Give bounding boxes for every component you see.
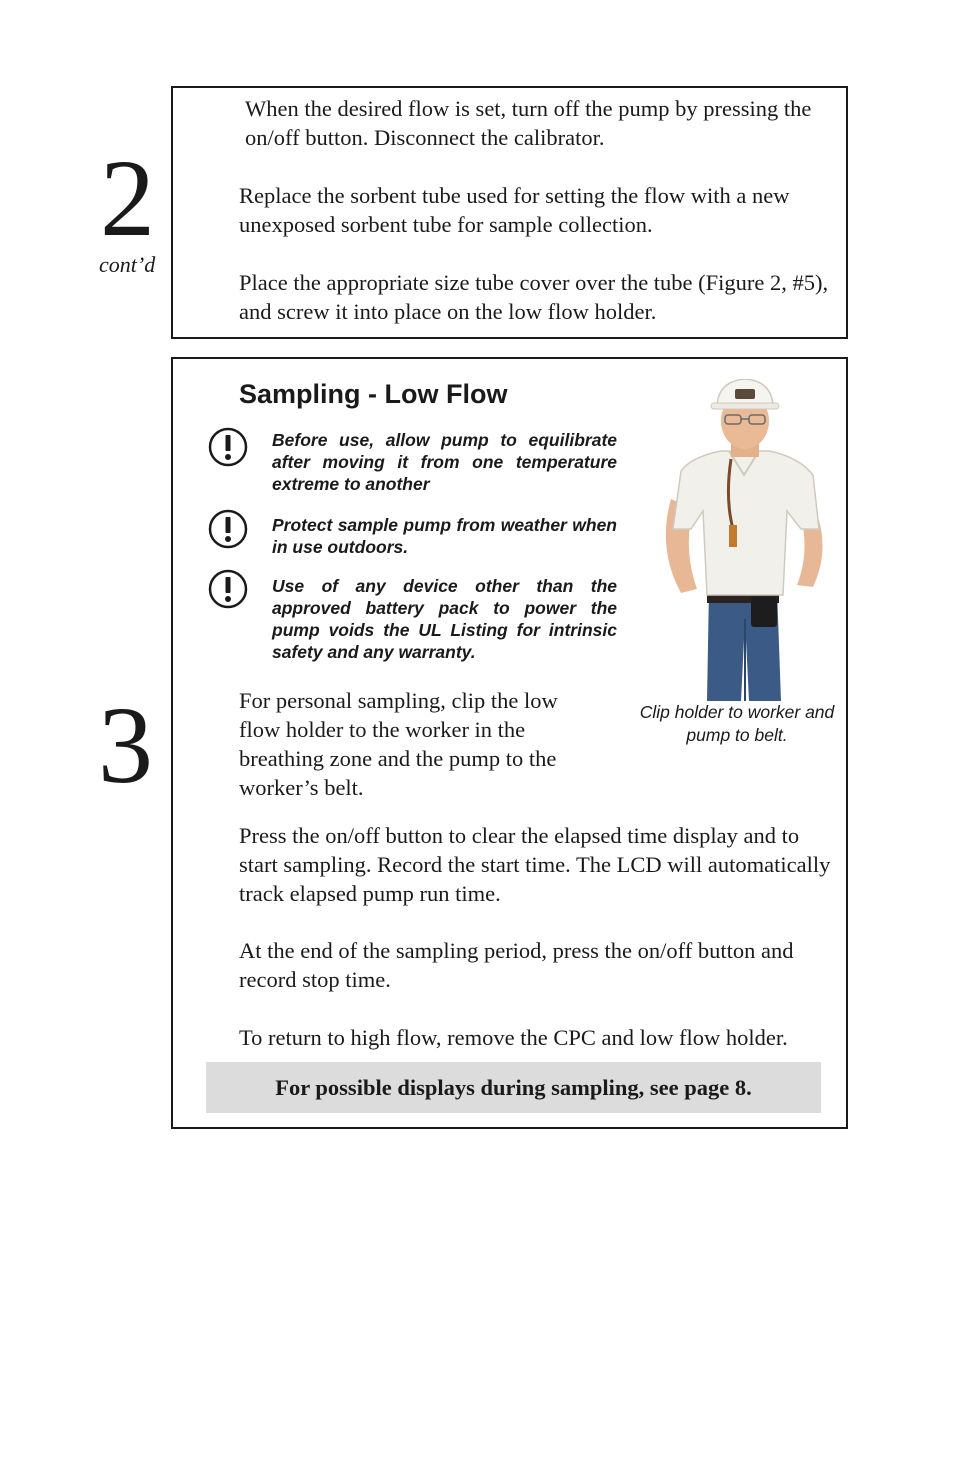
step-2-continued-label: cont’d <box>99 252 156 277</box>
warning-icon <box>208 427 248 467</box>
warning-text-2: Protect sample pump from weather when in use outdoors. <box>272 515 617 557</box>
warning-text-1: Before use, allow pump to equilibrate after moving it from one temperature extreme to another <box>272 430 617 494</box>
warning-icon <box>208 569 248 609</box>
step-3-paragraph-3: At the end of the sampling period, press the on/off button and record stop time. <box>239 938 794 992</box>
photo-caption: Clip holder to worker and pump to belt. <box>639 702 835 745</box>
warning-icon <box>208 509 248 549</box>
step-2-paragraph-3: Place the appropriate size tube cover over the tube (Figure 2, #5), and screw it into place on the low flow holder. <box>239 270 829 324</box>
step-2-paragraph-1: When the desired flow is set, turn off the pump by pressing the on/off button. Disconnect the calibrator. <box>245 96 812 150</box>
step-2-box <box>171 86 848 339</box>
step-3-box <box>171 357 848 1129</box>
note-text: For possible displays during sampling, see page 8. <box>275 1074 752 1100</box>
note-bar <box>206 1062 821 1113</box>
section-title: Sampling - Low Flow <box>239 379 508 409</box>
step-3-paragraph-1: For personal sampling, clip the low flow holder to the worker in the breathing zone and the pump to the worker’s belt. <box>239 688 558 800</box>
step-2-paragraph-2: Replace the sorbent tube used for setting the flow with a new unexposed sorbent tube for sample collection. <box>239 183 790 237</box>
step-3-number: 3 <box>98 684 153 806</box>
warning-text-3: Use of any device other than the approved battery pack to power the pump voids the UL Listing for intrinsic safety and any warranty. <box>272 576 617 662</box>
step-3-paragraph-4: To return to high flow, remove the CPC and low flow holder. <box>239 1025 788 1050</box>
worker-photo-icon <box>651 379 837 701</box>
step-2-number: 2 <box>100 137 155 259</box>
step-3-paragraph-2: Press the on/off button to clear the elapsed time display and to start sampling. Record the start time. The LCD will automatically track elapsed pump run time. <box>239 823 831 906</box>
